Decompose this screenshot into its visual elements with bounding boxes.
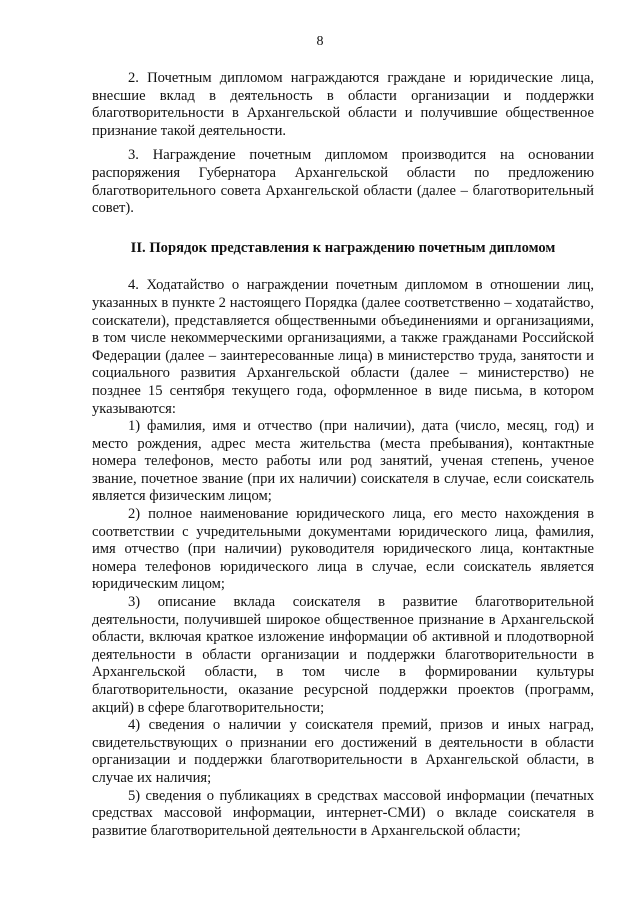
paragraph-2: 2. Почетным дипломом награждаются граждане и юридические лица, внесшие вклад в деятельность в области организации и поддержки благотворительности в Архангельской области и получившие общественное признание такой деятельности. xyxy=(92,70,594,139)
document-body xyxy=(92,70,594,840)
section-heading: II. Порядок представления к награждению почетным дипломом xyxy=(130,239,556,256)
list-item-2: 2) полное наименование юридического лица, его место нахождения в соответствии с учредительными документами юридического лица, фамилия, имя отчество (при наличии) руководителя юридического лица, контактные номера телефонов юридического лица в случае, если соискатель является юридическим лицом; xyxy=(92,506,594,593)
list-item-5: 5) сведения о публикациях в средствах массовой информации (печатных средствах массовой информации, интернет-СМИ) о вкладе соискателя в развитие благотворительной деятельности в Архангельской области; xyxy=(92,787,594,839)
page-number: 8 xyxy=(316,34,324,49)
list-item-4: 4) сведения о наличии у соискателя премий, призов и иных наград, свидетельствующих о признании его достижений в деятельности в области организации и поддержки благотворительности в Архангельской области, в случае их наличия; xyxy=(92,717,594,786)
paragraph-3: 3. Награждение почетным дипломом производится на основании распоряжения Губернатора Архангельской области по предложению благотворительного совета Архангельской области (далее – благотворительный совет). xyxy=(92,147,594,217)
list-item-3: 3) описание вклада соискателя в развитие благотворительной деятельности, получившей широкое общественное признание в Архангельской области, включая краткое изложение информации об активной и плодотворной деятельности в области организации и поддержки благотворительности в Архангельской области, в том числе в формировании культуры благотворительности, оказание ресурсной поддержки проектов (программ, акций) в сфере благотворительности; xyxy=(92,594,594,716)
list-item-1: 1) фамилия, имя и отчество (при наличии), дата (число, месяц, год) и место рождения, адрес места жительства (места пребывания), контактные номера телефонов, место работы или род занятий, ученая степень, ученое звание, почетное звание (при их наличии) соискателя в случае, если соискатель является физическим лицом; xyxy=(92,418,594,505)
paragraph-4: 4. Ходатайство о награждении почетным дипломом в отношении лиц, указанных в пункте 2 настоящего Порядка (далее соответственно – ходатайство, соискатели), представляется общественными объединениями и организациями, в том числе некоммерческими организациями, а также гражданами Российской Федерации (далее – заинтересованные лица) в министерство труда, занятости и социального развития Архангельской области (далее – министерство) не позднее 15 сентября текущего года, оформленное в виде письма, в котором указываются: xyxy=(92,277,594,417)
